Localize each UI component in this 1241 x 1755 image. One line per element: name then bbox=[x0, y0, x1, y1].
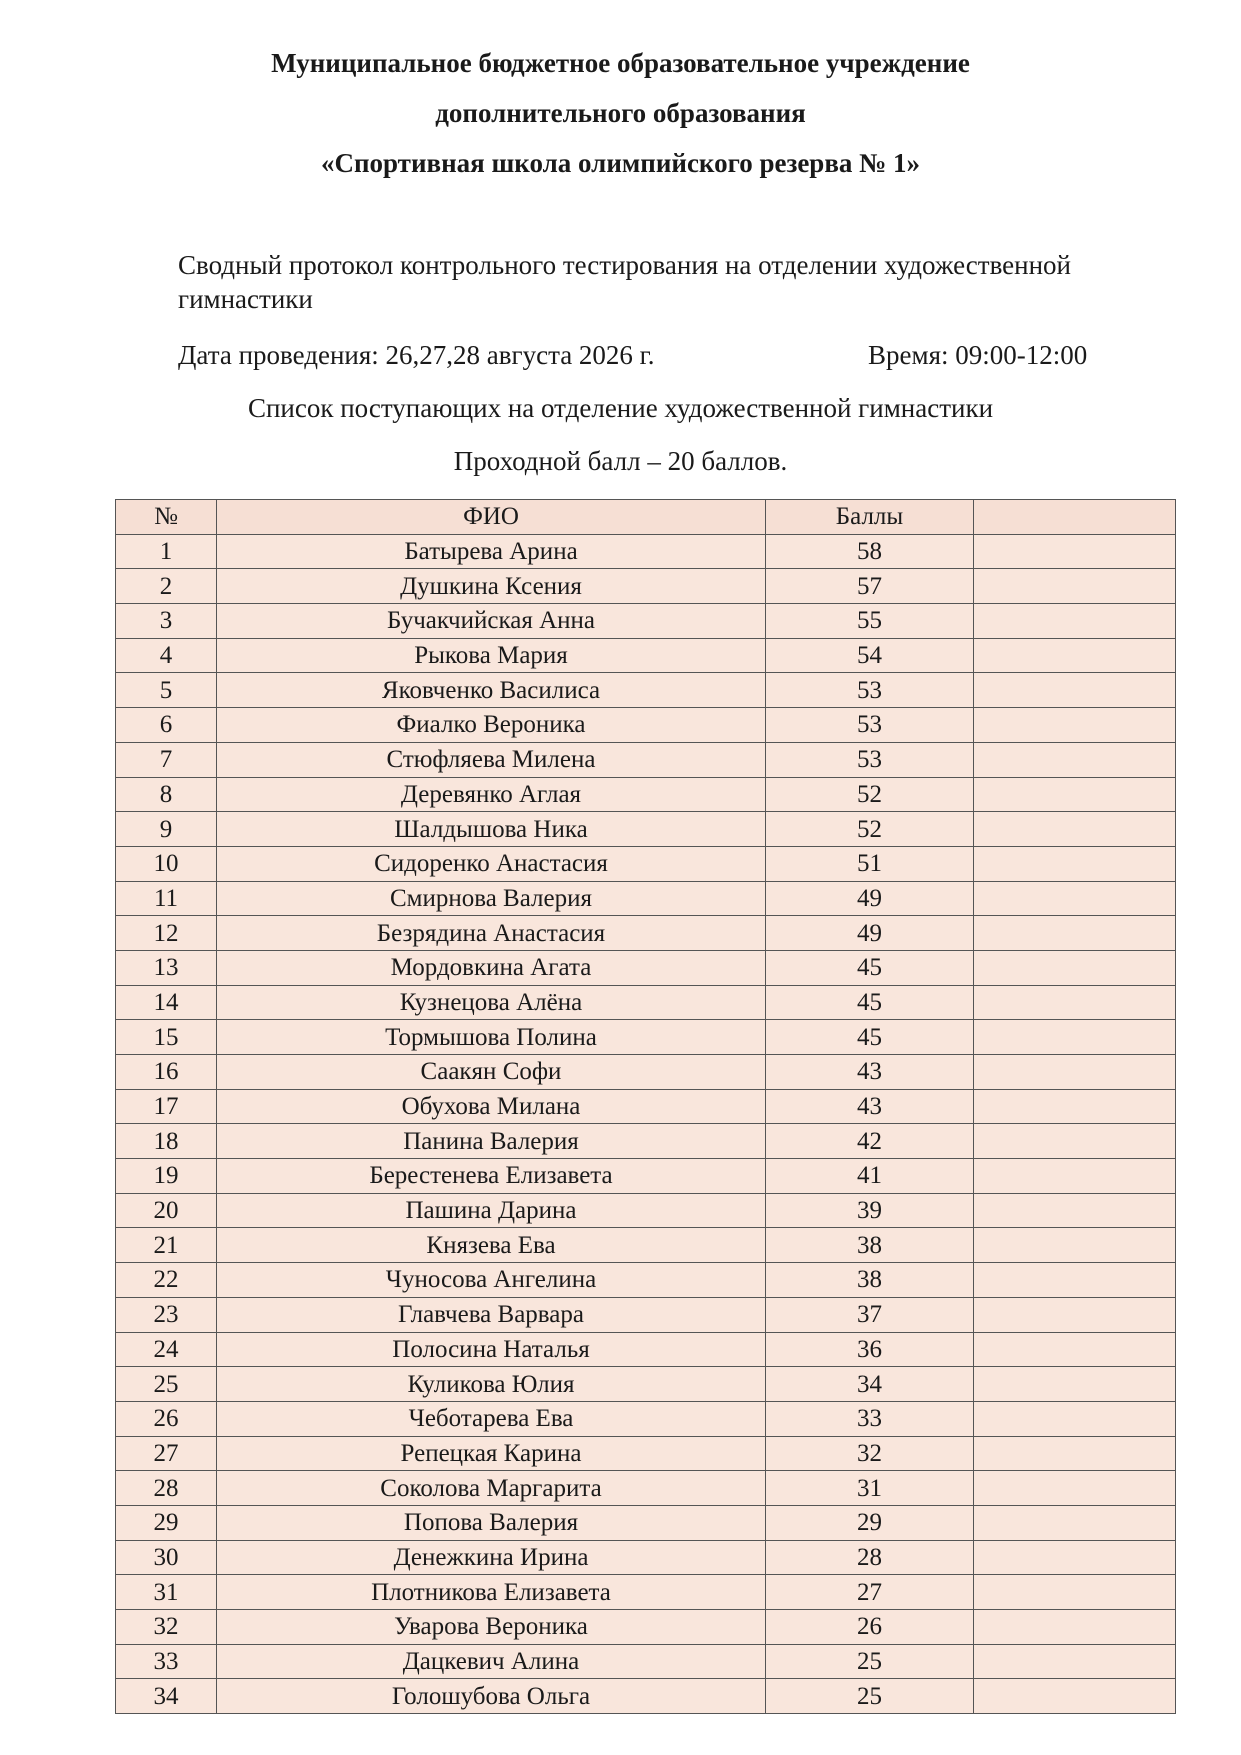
row-name-cell: Полосина Наталья bbox=[217, 1332, 766, 1367]
row-score-cell: 29 bbox=[766, 1505, 974, 1540]
row-name-cell: Безрядина Анастасия bbox=[217, 916, 766, 951]
row-empty-cell bbox=[974, 1367, 1176, 1402]
table-row bbox=[116, 708, 1176, 743]
row-score-cell: 45 bbox=[766, 1020, 974, 1055]
row-number-cell: 19 bbox=[116, 1159, 217, 1194]
row-name-cell: Попова Валерия bbox=[217, 1505, 766, 1540]
row-number-cell: 5 bbox=[116, 673, 217, 708]
row-name-cell: Берестенева Елизавета bbox=[217, 1159, 766, 1194]
row-score-cell: 37 bbox=[766, 1297, 974, 1332]
row-empty-cell bbox=[974, 1540, 1176, 1575]
row-number-cell: 12 bbox=[116, 916, 217, 951]
row-score-cell: 52 bbox=[766, 777, 974, 812]
row-number-cell: 13 bbox=[116, 950, 217, 985]
table-row bbox=[116, 1505, 1176, 1540]
row-score-cell: 53 bbox=[766, 742, 974, 777]
row-empty-cell bbox=[974, 1505, 1176, 1540]
table-row bbox=[116, 1020, 1176, 1055]
row-empty-cell bbox=[974, 1159, 1176, 1194]
row-name-cell: Голошубова Ольга bbox=[217, 1679, 766, 1714]
table-row bbox=[116, 916, 1176, 951]
row-score-cell: 28 bbox=[766, 1540, 974, 1575]
table-row bbox=[116, 569, 1176, 604]
row-empty-cell bbox=[974, 708, 1176, 743]
row-empty-cell bbox=[974, 1471, 1176, 1506]
row-empty-cell bbox=[974, 638, 1176, 673]
table-row bbox=[116, 1367, 1176, 1402]
row-empty-cell bbox=[974, 1401, 1176, 1436]
row-name-cell: Соколова Маргарита bbox=[217, 1471, 766, 1506]
row-number-cell: 24 bbox=[116, 1332, 217, 1367]
table-row bbox=[116, 638, 1176, 673]
row-name-cell: Бучакчийская Анна bbox=[217, 604, 766, 639]
row-empty-cell bbox=[974, 569, 1176, 604]
table-row bbox=[116, 1193, 1176, 1228]
row-score-cell: 53 bbox=[766, 708, 974, 743]
row-name-cell: Мордовкина Агата bbox=[217, 950, 766, 985]
table-row bbox=[116, 534, 1176, 569]
row-name-cell: Чеботарева Ева bbox=[217, 1401, 766, 1436]
row-name-cell: Куликова Юлия bbox=[217, 1367, 766, 1402]
row-name-cell: Смирнова Валерия bbox=[217, 881, 766, 916]
table-row bbox=[116, 1610, 1176, 1645]
table-row bbox=[116, 1228, 1176, 1263]
table-row bbox=[116, 604, 1176, 639]
row-score-cell: 39 bbox=[766, 1193, 974, 1228]
row-number-cell: 11 bbox=[116, 881, 217, 916]
row-number-cell: 27 bbox=[116, 1436, 217, 1471]
row-name-cell: Панина Валерия bbox=[217, 1124, 766, 1159]
row-name-cell: Батырева Арина bbox=[217, 534, 766, 569]
row-score-cell: 38 bbox=[766, 1263, 974, 1298]
row-number-cell: 1 bbox=[116, 534, 217, 569]
table-row bbox=[116, 1263, 1176, 1298]
row-name-cell: Репецкая Карина bbox=[217, 1436, 766, 1471]
row-name-cell: Деревянко Аглая bbox=[217, 777, 766, 812]
row-score-cell: 34 bbox=[766, 1367, 974, 1402]
time-line: Время: 09:00-12:00 bbox=[868, 340, 1088, 370]
row-empty-cell bbox=[974, 1263, 1176, 1298]
table-row bbox=[116, 1575, 1176, 1610]
institution-line-3: «Спортивная школа олимпийского резерва № 1» bbox=[320, 148, 921, 178]
row-number-cell: 4 bbox=[116, 638, 217, 673]
row-empty-cell bbox=[974, 1089, 1176, 1124]
row-name-cell: Сидоренко Анастасия bbox=[217, 846, 766, 881]
row-number-cell: 3 bbox=[116, 604, 217, 639]
row-score-cell: 45 bbox=[766, 985, 974, 1020]
row-score-cell: 43 bbox=[766, 1055, 974, 1090]
row-empty-cell bbox=[974, 1575, 1176, 1610]
row-score-cell: 26 bbox=[766, 1610, 974, 1645]
row-number-cell: 28 bbox=[116, 1471, 217, 1506]
date-line: Дата проведения: 26,27,28 августа 2026 г. bbox=[178, 340, 655, 370]
table-row bbox=[116, 1644, 1176, 1679]
row-empty-cell bbox=[974, 846, 1176, 881]
table-row bbox=[116, 846, 1176, 881]
row-number-cell: 21 bbox=[116, 1228, 217, 1263]
table-row bbox=[116, 1159, 1176, 1194]
row-score-cell: 45 bbox=[766, 950, 974, 985]
table-row bbox=[116, 812, 1176, 847]
table-row bbox=[116, 985, 1176, 1020]
row-empty-cell bbox=[974, 1055, 1176, 1090]
row-name-cell: Тормышова Полина bbox=[217, 1020, 766, 1055]
row-number-cell: 25 bbox=[116, 1367, 217, 1402]
row-score-cell: 38 bbox=[766, 1228, 974, 1263]
row-empty-cell bbox=[974, 1297, 1176, 1332]
row-name-cell: Яковченко Василиса bbox=[217, 673, 766, 708]
row-number-cell: 10 bbox=[116, 846, 217, 881]
row-empty-cell bbox=[974, 673, 1176, 708]
row-number-cell: 32 bbox=[116, 1610, 217, 1645]
row-name-cell: Плотникова Елизавета bbox=[217, 1575, 766, 1610]
row-name-cell: Фиалко Вероника bbox=[217, 708, 766, 743]
row-score-cell: 51 bbox=[766, 846, 974, 881]
row-empty-cell bbox=[974, 881, 1176, 916]
row-number-cell: 20 bbox=[116, 1193, 217, 1228]
row-number-cell: 15 bbox=[116, 1020, 217, 1055]
row-number-cell: 16 bbox=[116, 1055, 217, 1090]
protocol-title: Сводный протокол контрольного тестирования на отделении художественной гимнастики bbox=[178, 250, 1072, 314]
row-empty-cell bbox=[974, 1644, 1176, 1679]
row-score-cell: 49 bbox=[766, 881, 974, 916]
row-empty-cell bbox=[974, 812, 1176, 847]
row-score-cell: 41 bbox=[766, 1159, 974, 1194]
table-row bbox=[116, 1055, 1176, 1090]
row-name-cell: Дацкевич Алина bbox=[217, 1644, 766, 1679]
table-row bbox=[116, 1401, 1176, 1436]
row-name-cell: Душкина Ксения bbox=[217, 569, 766, 604]
row-empty-cell bbox=[974, 1124, 1176, 1159]
row-empty-cell bbox=[974, 1228, 1176, 1263]
row-score-cell: 52 bbox=[766, 812, 974, 847]
row-score-cell: 53 bbox=[766, 673, 974, 708]
row-name-cell: Пашина Дарина bbox=[217, 1193, 766, 1228]
document-header bbox=[0, 38, 1241, 188]
row-empty-cell bbox=[974, 950, 1176, 985]
row-number-cell: 2 bbox=[116, 569, 217, 604]
table-row bbox=[116, 777, 1176, 812]
row-empty-cell bbox=[974, 1020, 1176, 1055]
passing-score: Проходной балл – 20 баллов. bbox=[453, 446, 788, 476]
column-header-score: Баллы bbox=[766, 500, 974, 535]
institution-line-1: Муниципальное бюджетное образовательное учреждение bbox=[271, 48, 970, 78]
row-number-cell: 23 bbox=[116, 1297, 217, 1332]
row-name-cell: Кузнецова Алёна bbox=[217, 985, 766, 1020]
row-name-cell: Стюфляева Милена bbox=[217, 742, 766, 777]
table-header-row bbox=[116, 500, 1176, 535]
table-row bbox=[116, 673, 1176, 708]
row-name-cell: Чуносова Ангелина bbox=[217, 1263, 766, 1298]
row-score-cell: 33 bbox=[766, 1401, 974, 1436]
row-number-cell: 22 bbox=[116, 1263, 217, 1298]
row-score-cell: 25 bbox=[766, 1644, 974, 1679]
row-number-cell: 17 bbox=[116, 1089, 217, 1124]
row-number-cell: 29 bbox=[116, 1505, 217, 1540]
row-score-cell: 25 bbox=[766, 1679, 974, 1714]
table-row bbox=[116, 881, 1176, 916]
table-row bbox=[116, 1471, 1176, 1506]
row-number-cell: 7 bbox=[116, 742, 217, 777]
row-number-cell: 9 bbox=[116, 812, 217, 847]
institution-line-2: дополнительного образования bbox=[435, 98, 806, 128]
row-score-cell: 31 bbox=[766, 1471, 974, 1506]
row-number-cell: 31 bbox=[116, 1575, 217, 1610]
row-name-cell: Главчева Варвара bbox=[217, 1297, 766, 1332]
row-score-cell: 55 bbox=[766, 604, 974, 639]
row-number-cell: 33 bbox=[116, 1644, 217, 1679]
row-number-cell: 34 bbox=[116, 1679, 217, 1714]
column-header-empty bbox=[974, 500, 1176, 535]
table-row bbox=[116, 1089, 1176, 1124]
row-number-cell: 26 bbox=[116, 1401, 217, 1436]
row-score-cell: 57 bbox=[766, 569, 974, 604]
table-row bbox=[116, 1297, 1176, 1332]
row-score-cell: 58 bbox=[766, 534, 974, 569]
row-empty-cell bbox=[974, 1193, 1176, 1228]
row-empty-cell bbox=[974, 1332, 1176, 1367]
table-row bbox=[116, 1332, 1176, 1367]
row-score-cell: 36 bbox=[766, 1332, 974, 1367]
row-number-cell: 8 bbox=[116, 777, 217, 812]
row-score-cell: 32 bbox=[766, 1436, 974, 1471]
row-name-cell: Уварова Вероника bbox=[217, 1610, 766, 1645]
row-score-cell: 42 bbox=[766, 1124, 974, 1159]
row-number-cell: 14 bbox=[116, 985, 217, 1020]
row-empty-cell bbox=[974, 742, 1176, 777]
row-score-cell: 43 bbox=[766, 1089, 974, 1124]
row-name-cell: Саакян Софи bbox=[217, 1055, 766, 1090]
row-name-cell: Денежкина Ирина bbox=[217, 1540, 766, 1575]
results-table bbox=[115, 499, 1176, 1714]
row-name-cell: Обухова Милана bbox=[217, 1089, 766, 1124]
row-empty-cell bbox=[974, 534, 1176, 569]
row-empty-cell bbox=[974, 1679, 1176, 1714]
row-name-cell: Князева Ева bbox=[217, 1228, 766, 1263]
row-number-cell: 30 bbox=[116, 1540, 217, 1575]
row-empty-cell bbox=[974, 1610, 1176, 1645]
row-number-cell: 18 bbox=[116, 1124, 217, 1159]
row-score-cell: 27 bbox=[766, 1575, 974, 1610]
table-row bbox=[116, 742, 1176, 777]
row-name-cell: Шалдышова Ника bbox=[217, 812, 766, 847]
row-empty-cell bbox=[974, 985, 1176, 1020]
table-row bbox=[116, 1124, 1176, 1159]
row-score-cell: 54 bbox=[766, 638, 974, 673]
row-number-cell: 6 bbox=[116, 708, 217, 743]
table-row bbox=[116, 1436, 1176, 1471]
row-empty-cell bbox=[974, 777, 1176, 812]
column-header-name: ФИО bbox=[217, 500, 766, 535]
column-header-number: № bbox=[116, 500, 217, 535]
table-row bbox=[116, 1540, 1176, 1575]
table-row bbox=[116, 1679, 1176, 1714]
row-name-cell: Рыкова Мария bbox=[217, 638, 766, 673]
row-empty-cell bbox=[974, 916, 1176, 951]
row-score-cell: 49 bbox=[766, 916, 974, 951]
row-empty-cell bbox=[974, 1436, 1176, 1471]
row-empty-cell bbox=[974, 604, 1176, 639]
table-row bbox=[116, 950, 1176, 985]
list-title: Список поступающих на отделение художественной гимнастики bbox=[247, 393, 994, 423]
table-body bbox=[116, 534, 1176, 1713]
